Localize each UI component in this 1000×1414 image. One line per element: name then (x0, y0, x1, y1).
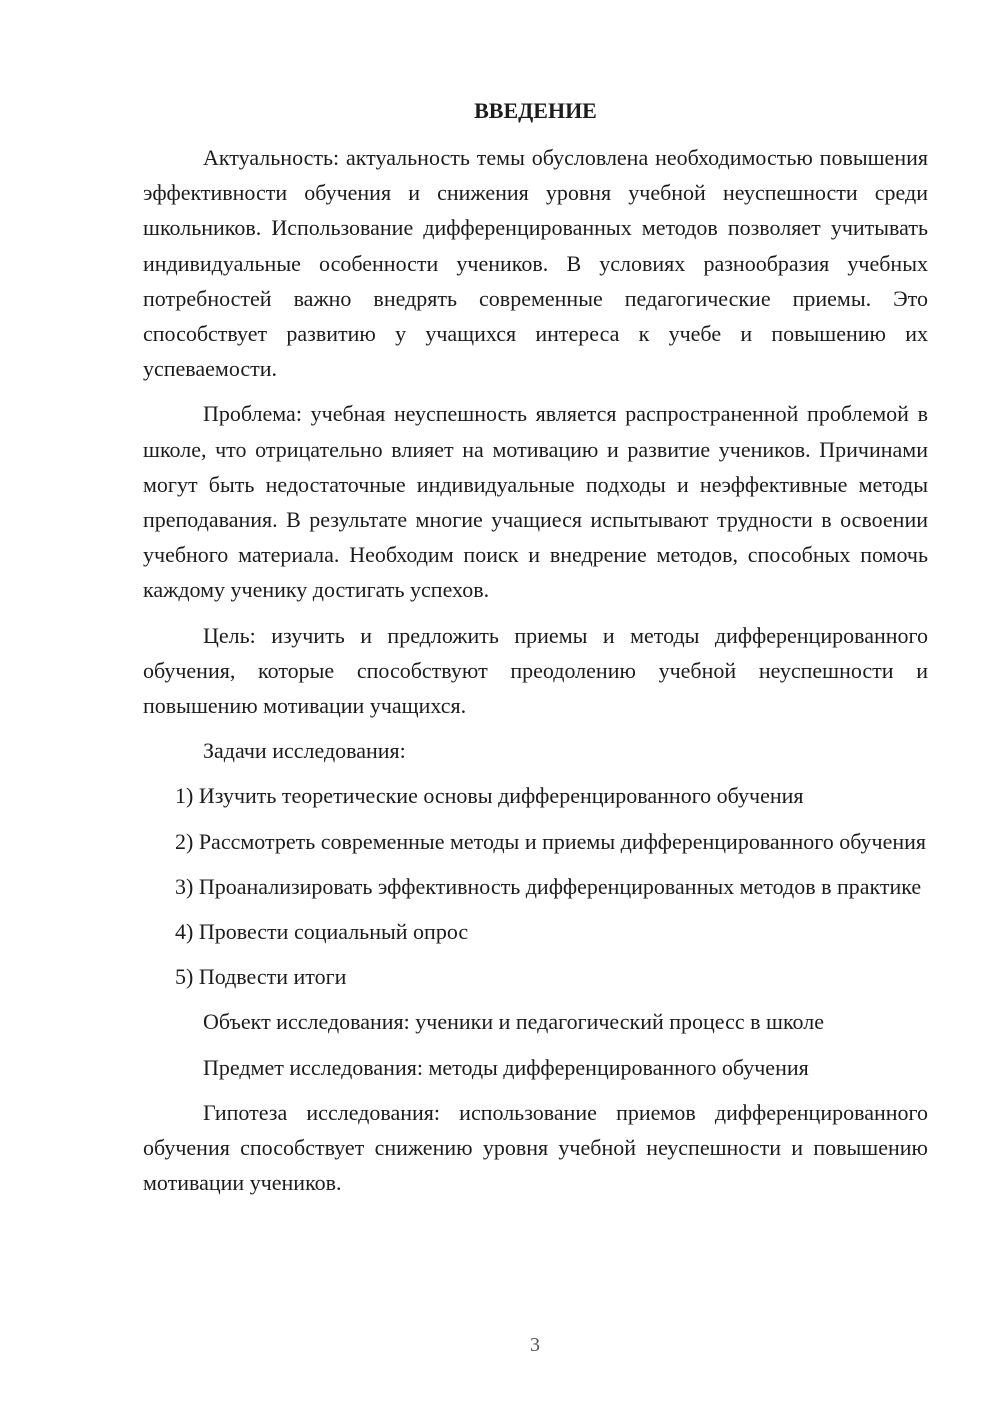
research-subject: Предмет исследования: методы дифференцированного обучения (203, 1054, 809, 1080)
task-item: 5) Подвести итоги (175, 964, 347, 990)
problem-paragraph: Проблема: учебная неуспешность является распространенной проблемой в школе, что отрицательно влияет на мотивацию и развитие учеников. Причинами могут быть недостаточные индивидуальные подходы и неэффективные методы преподавания. В результате многие учащиеся испытывают трудности в освоении учебного материала. Необходим поиск и внедрение методов, способных помочь каждому ученику достигать успехов. (143, 401, 928, 603)
goal-paragraph: Цель: изучить и предложить приемы и методы дифференцированного обучения, которые способствуют преодолению учебной неуспешности и повышению мотивации учащихся. (143, 622, 928, 719)
task-item: 2) Рассмотреть современные методы и приемы дифференцированного обучения (175, 828, 927, 854)
research-hypothesis: Гипотеза исследования: использование приемов дифференцированного обучения способствует снижению уровня учебной неуспешности и повышению мотивации учеников. (143, 1099, 928, 1196)
section-title: ВВЕДЕНИЕ (474, 98, 597, 123)
task-item: 3) Проанализировать эффективность дифференцированных методов в практике (175, 873, 922, 899)
page-number: 3 (530, 1334, 540, 1356)
task-item: 1) Изучить теоретические основы дифференцированного обучения (175, 783, 804, 809)
task-item: 4) Провести социальный опрос (175, 919, 469, 945)
tasks-heading: Задачи исследования: (203, 738, 406, 764)
page-content (143, 93, 928, 1200)
relevance-paragraph: Актуальность: актуальность темы обусловлена необходимостью повышения эффективности обучения и снижения уровня учебной неуспешности среди школьников. Использование дифференцированных методов позволяет учитывать индивидуальные особенности учеников. В условиях разнообразия учебных потребностей важно внедрять современные педагогические приемы. Это способствует развитию у учащихся интереса к учебе и повышению их успеваемости. (143, 145, 928, 382)
research-object: Объект исследования: ученики и педагогический процесс в школе (203, 1009, 824, 1035)
